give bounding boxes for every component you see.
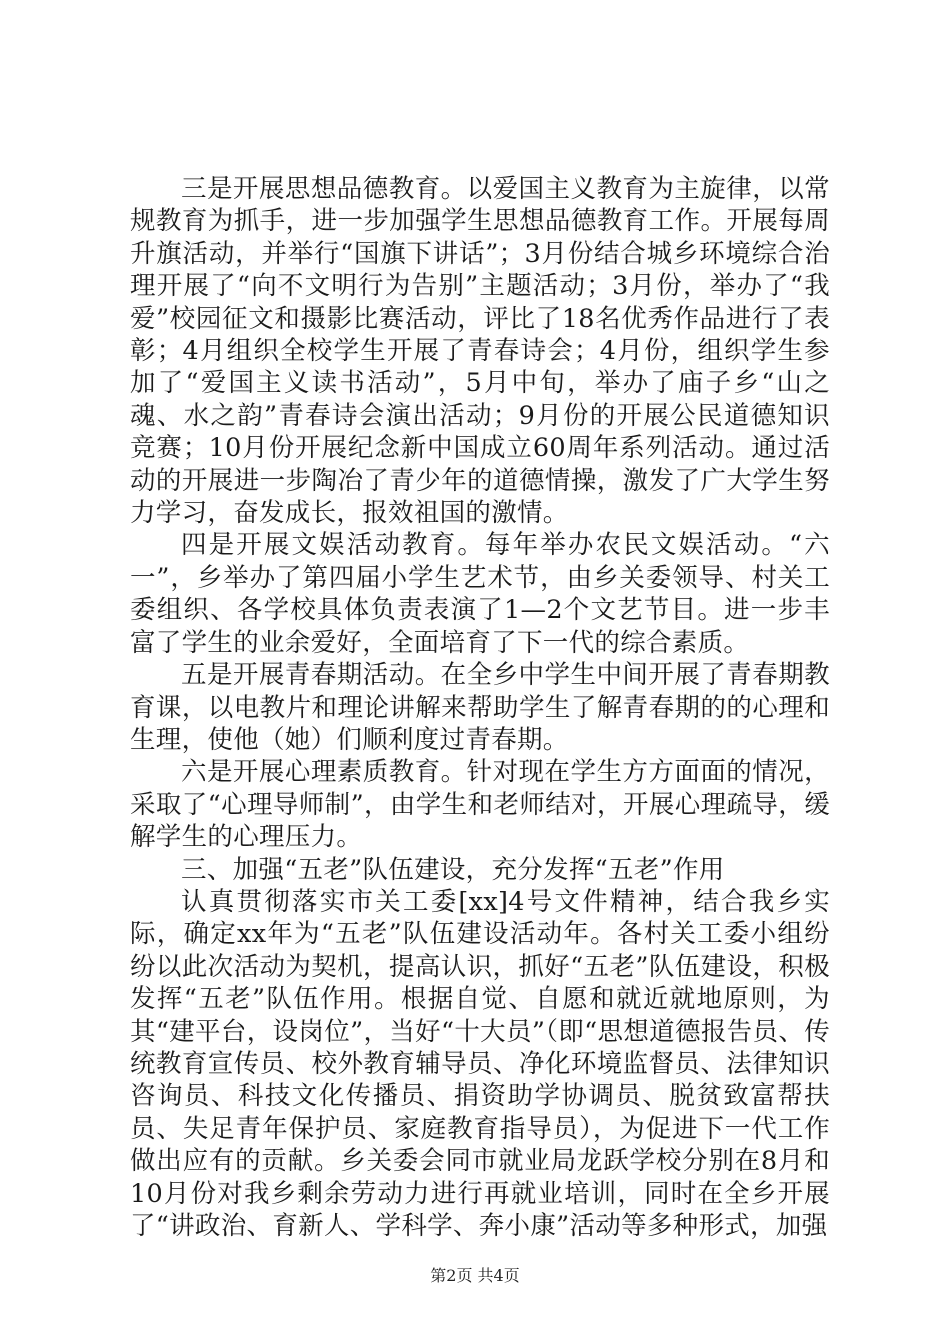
page-footer: 第2页 共4页 bbox=[430, 1266, 520, 1285]
paragraph-psychological-education: 六是开展心理素质教育。针对现在学生方方面面的情况，采取了“心理导师制”，由学生和老师结对，开展心理疏导，缓解学生的心理压力。 bbox=[130, 757, 830, 853]
paragraph-ideology-education: 三是开展思想品德教育。以爱国主义教育为主旋律，以常规教育为抓手，进一步加强学生思想品德教育工作。开展每周升旗活动，并举行“国旗下讲话”；3月份结合城乡环境综合治理开展了“向不文明行为告别”主题活动；3月份，举办了“我爱”校园征文和摄影比赛活动，评比了18名优秀作品进行了表彰；4月组织全校学生开展了青春诗会；4月份，组织学生参加了“爱国主义读书活动”，5月中旬，举办了庙子乡“山之魂、水之韵”青春诗会演出活动；9月份的开展公民道德知识竞赛；10月份开展纪念新中国成立60周年系列活动。通过活动的开展进一步陶冶了青少年的道德情操，激发了广大学生努力学习，奋发成长，报效祖国的激情。 bbox=[130, 174, 830, 529]
paragraph-wulao-team: 认真贯彻落实市关工委[xx]4号文件精神，结合我乡实际，确定xx年为“五老”队伍建设活动年。各村关工委小组纷纷以此次活动为契机，提高认识，抓好“五老”队伍建设，积极发挥“五老”队伍作用。根据自觉、自愿和就近就地原则，为其“建平台，设岗位”，当好“十大员”（即“思想道德报告员、传统教育宣传员、校外教育辅导员、净化环境监督员、法律知识咨询员、科技文化传播员、捐资助学协调员、脱贫致富帮扶员、失足青年保护员、家庭教育指导员），为促进下一代工作做出应有的贡献。乡关委会同市就业局龙跃学校分别在8月和10月份对我乡剩余劳动力进行再就业培训，同时在全乡开展了“讲政治、育新人、学科学、奔小康”活动等多种形式，加强 bbox=[130, 886, 830, 1241]
document-body bbox=[130, 173, 830, 1242]
paragraph-adolescence-activities: 五是开展青春期活动。在全乡中学生中间开展了青春期教育课，以电教片和理论讲解来帮助学生了解青春期的的心理和生理，使他（她）们顺利度过青春期。 bbox=[130, 660, 830, 755]
paragraph-entertainment-education: 四是开展文娱活动教育。每年举办农民文娱活动。“六一”，乡举办了第四届小学生艺术节，由乡关委领导、村关工委组织、各学校具体负责表演了1—2个文艺节目。进一步丰富了学生的业余爱好，全面培育了下一代的综合素质。 bbox=[130, 530, 830, 658]
section-heading-wulao: 三、加强“五老”队伍建设，充分发挥“五老”作用 bbox=[181, 854, 725, 885]
